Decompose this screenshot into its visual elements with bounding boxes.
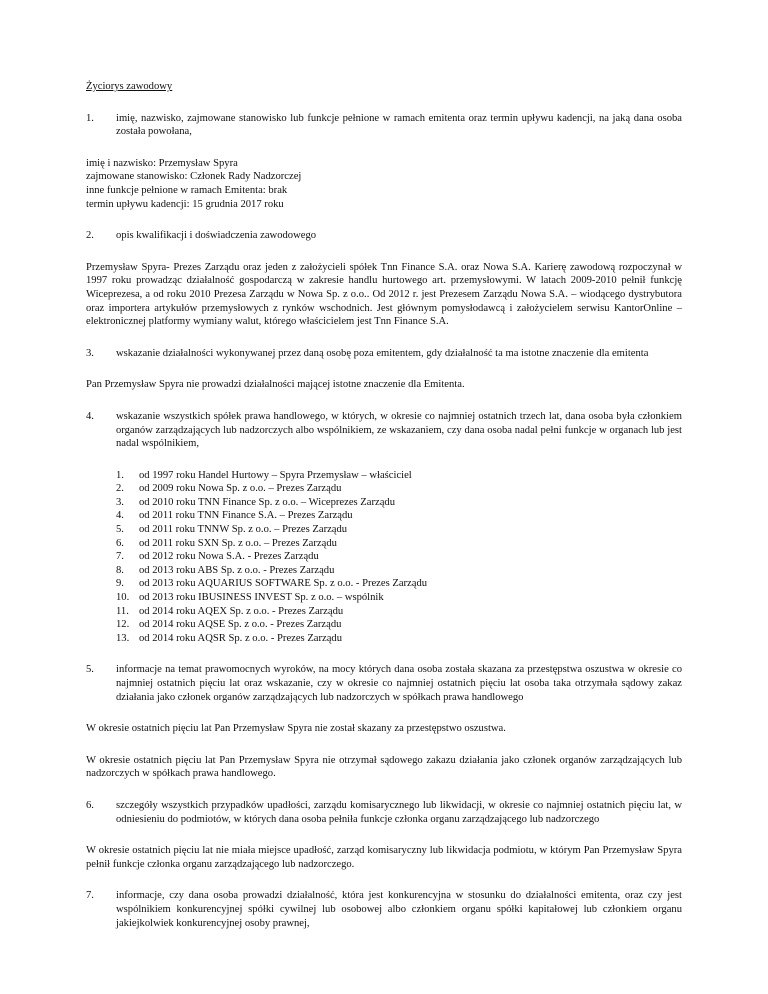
section-number: 6. xyxy=(86,799,94,811)
convictions-paragraph: W okresie ostatnich pięciu lat Pan Przemysław Spyra nie został skazany za przestępstwo oszustwa. xyxy=(86,723,506,735)
list-item-number: 6. xyxy=(116,537,124,549)
list-item xyxy=(116,577,682,591)
list-item xyxy=(116,591,682,605)
section-number: 2. xyxy=(86,230,94,242)
section-text: wskazanie wszystkich spółek prawa handlowego, w których, w okresie co najmniej ostatnich trzech lat, dana osoba była członkiem organów zarządzających lub nadzorczych albo wspólnikiem, ze wskazaniem, czy dana osoba nadal pełni funkcje w organach lub jest nadal wspólnikiem, xyxy=(116,410,682,450)
section-2-heading xyxy=(86,229,682,243)
list-item-number: 4. xyxy=(116,510,124,522)
list-item-number: 12. xyxy=(116,619,130,631)
personal-info-block xyxy=(86,157,682,211)
list-item-text: od 2014 roku AQSR Sp. z o.o. - Prezes Zarządu xyxy=(139,632,343,644)
section-text: imię, nazwisko, zajmowane stanowisko lub funkcje pełnione w ramach emitenta oraz termin upływu kadencji, na jaką dana osoba została powołana, xyxy=(116,112,682,138)
document-page xyxy=(86,80,682,948)
list-item xyxy=(116,537,682,551)
section-number: 4. xyxy=(86,410,94,422)
section-text: wskazanie działalności wykonywanej przez daną osobę poza emitentem, gdy działalność ta ma istotne znaczenie dla emitenta xyxy=(116,347,649,359)
list-item-text: od 2014 roku AQSE Sp. z o.o. - Prezes Zarządu xyxy=(139,619,342,631)
bankruptcy-paragraph: W okresie ostatnich pięciu lat nie miała miejsce upadłość, zarząd komisaryczny lub likwidacja podmiotu, w którym Pan Przemysław Spyra pełnił funkcje członka organu zarządzającego lub nadzorczego. xyxy=(86,845,682,870)
section-text: informacje na temat prawomocnych wyroków, na mocy których dana osoba została skazana za przestępstwa oszustwa w okresie co najmniej ostatnich pięciu lat oraz wskazanie, czy w okresie co najmniej ostatnich pięciu lat osoba taka otrzymała sądowy zakaz działania jako członek organów zarządzających lub nadzorczych w spółkach prawa handlowego xyxy=(116,664,682,703)
list-item-number: 13. xyxy=(116,632,130,644)
list-item-text: od 1997 roku Handel Hurtowy – Spyra Przemysław – właściciel xyxy=(139,469,412,481)
list-item-text: od 2013 roku ABS Sp. z o.o. - Prezes Zarządu xyxy=(139,564,335,576)
list-item-number: 1. xyxy=(116,469,124,481)
list-item xyxy=(116,550,682,564)
section-6-heading xyxy=(86,799,682,826)
section-1-heading xyxy=(86,112,682,139)
list-item-number: 2. xyxy=(116,483,124,495)
list-item-number: 9. xyxy=(116,578,124,590)
list-item xyxy=(116,469,682,483)
list-item-text: od 2013 roku IBUSINESS INVEST Sp. z o.o. – wspólnik xyxy=(139,592,384,604)
qualifications-paragraph: Przemysław Spyra- Prezes Zarządu oraz jeden z założycieli spółek Tnn Finance S.A. oraz Nowa S.A. Karierę zawodową rozpoczynał w 1997 roku prowadząc działalność gospodarczą w zakresie handlu hurtowego art. przemysłowymi. W latach 2009-2010 pełnił funkcję Wiceprezesa, a od roku 2010 Prezesa Zarządu w Nowa Sp. z o.o.. Od 2012 r. jest Prezesem Zarządu Nowa S.A. – wiodącego dystrybutora oraz importera artykułów przemysłowych z rynków wschodnich. Jest głównym pomysłodawcą i założycielem serwisu KantorOnline – elektronicznej platformy wymiany walut, którego właścicielem jest Tnn Finance S.A. xyxy=(86,261,682,328)
list-item-text: od 2009 roku Nowa Sp. z o.o. – Prezes Zarządu xyxy=(139,483,342,495)
ban-paragraph: W okresie ostatnich pięciu lat Pan Przemysław Spyra nie otrzymał sądowego zakazu działania jako członek organów zarządzających lub nadzorczych w spółkach prawa handlowego. xyxy=(86,754,682,780)
list-item-text: od 2011 roku TNNW Sp. z o.o. – Prezes Zarządu xyxy=(139,524,348,536)
list-item-number: 11. xyxy=(116,605,129,617)
list-item-number: 3. xyxy=(116,496,124,508)
section-5-heading xyxy=(86,663,682,704)
list-item-text: od 2013 roku AQUARIUS SOFTWARE Sp. z o.o. - Prezes Zarządu xyxy=(139,578,428,590)
list-item-text: od 2011 roku SXN Sp. z o.o. – Prezes Zarządu xyxy=(139,537,337,549)
list-item xyxy=(116,496,682,510)
list-item xyxy=(116,564,682,578)
section-number: 7. xyxy=(86,890,94,902)
list-item-number: 8. xyxy=(116,564,124,576)
list-item-text: od 2014 roku AQEX Sp. z o.o. - Prezes Zarządu xyxy=(139,605,344,617)
document-title: Życiorys zawodowy xyxy=(86,81,173,92)
section-number: 3. xyxy=(86,347,94,359)
outside-activity-paragraph: Pan Przemysław Spyra nie prowadzi działalności mającej istotne znaczenie dla Emitenta. xyxy=(86,379,465,391)
section-text: szczegóły wszystkich przypadków upadłości, zarządu komisarycznego lub likwidacji, w okresie co najmniej ostatnich pięciu lat, w odniesieniu do podmiotów, w których dana osoba pełniła funkcje członka organu zarządzającego lub nadzorczego xyxy=(116,799,682,825)
list-item xyxy=(116,482,682,496)
personal-info-line: imię i nazwisko: Przemysław Spyra xyxy=(86,157,238,169)
section-text: informacje, czy dana osoba prowadzi działalność, która jest konkurencyjna w stosunku do działalności emitenta, oraz czy jest wspólnikiem konkurencyjnej spółki cywilnej lub osobowej albo członkiem organu spółki kapitałowej lub członkiem organu jakiejkolwiek konkurencyjnej osoby prawnej, xyxy=(116,890,682,929)
personal-info-line: zajmowane stanowisko: Członek Rady Nadzorczej xyxy=(86,171,302,183)
section-7-heading xyxy=(86,889,682,930)
list-item xyxy=(116,605,682,619)
section-text: opis kwalifikacji i doświadczenia zawodowego xyxy=(116,230,317,242)
list-item-text: od 2010 roku TNN Finance Sp. z o.o. – Wiceprezes Zarządu xyxy=(139,496,396,508)
list-item xyxy=(116,618,682,632)
list-item-number: 7. xyxy=(116,551,124,563)
section-number: 1. xyxy=(86,112,94,124)
section-number: 5. xyxy=(86,664,94,676)
companies-list xyxy=(116,469,682,646)
personal-info-line: inne funkcje pełnione w ramach Emitenta: brak xyxy=(86,184,288,196)
section-3-heading xyxy=(86,347,682,361)
list-item xyxy=(116,509,682,523)
list-item-number: 10. xyxy=(116,592,130,604)
list-item-number: 5. xyxy=(116,524,124,536)
section-4-heading xyxy=(86,410,682,451)
list-item-text: od 2011 roku TNN Finance S.A. – Prezes Zarządu xyxy=(139,510,353,522)
list-item xyxy=(116,523,682,537)
list-item xyxy=(116,632,682,646)
personal-info-line: termin upływu kadencji: 15 grudnia 2017 roku xyxy=(86,198,284,210)
list-item-text: od 2012 roku Nowa S.A. - Prezes Zarządu xyxy=(139,551,319,563)
